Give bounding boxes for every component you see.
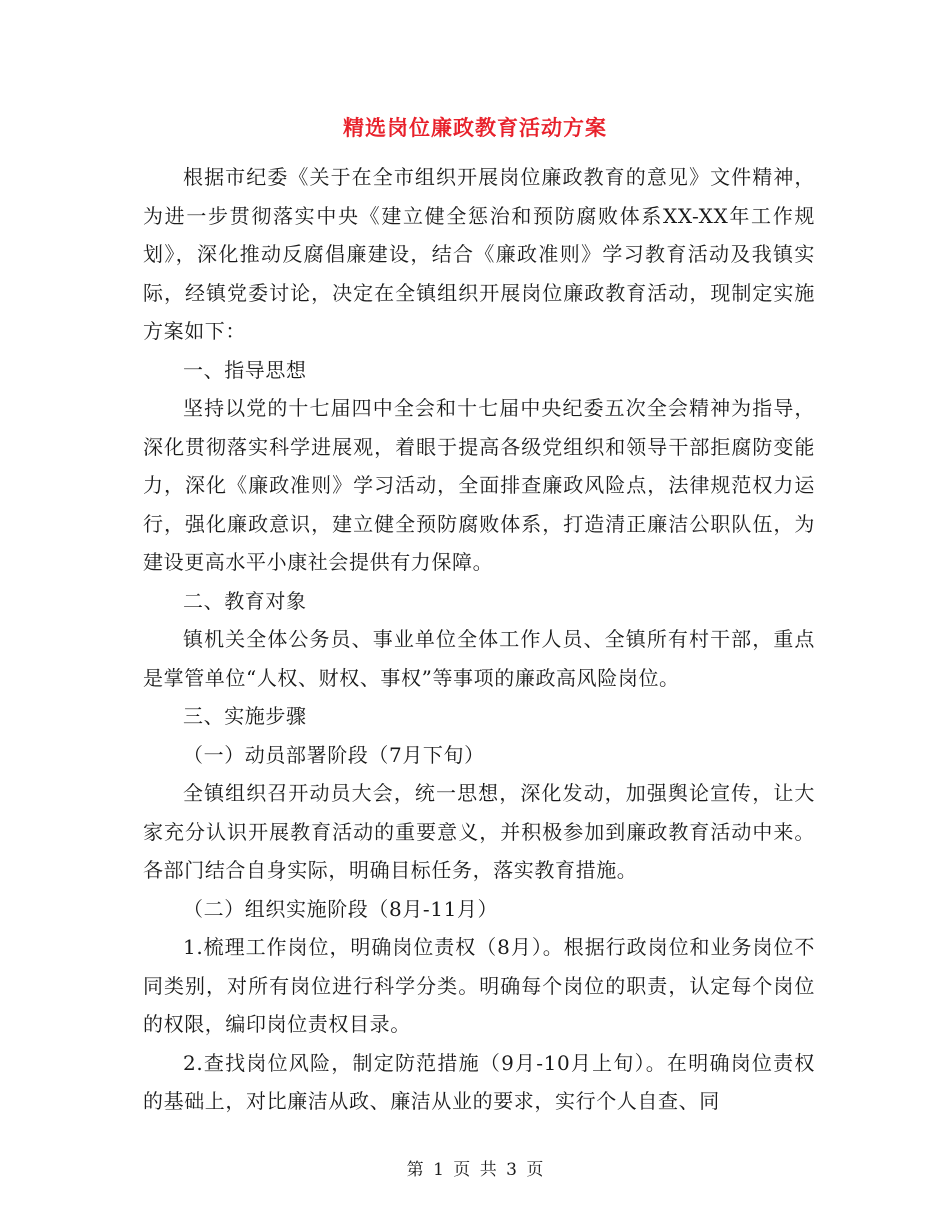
page-footer: 第 1 页 共 3 页: [406, 1160, 544, 1180]
section-heading-guiding-ideology: 一、指导思想: [183, 357, 307, 382]
document-body: [143, 158, 815, 1121]
document-title: 精选岗位廉政教育活动方案: [343, 115, 607, 140]
intro-paragraph: 根据市纪委《关于在全市组织开展岗位廉政教育的意见》文件精神，为进一步贯彻落实中央《建立健全惩治和预防腐败体系XX-XX年工作规划》，深化推动反腐倡廉建设，结合《廉政准则》学习教育活动及我镇实际，经镇党委讨论，决定在全镇组织开展岗位廉政教育活动，现制定实施方案如下：: [143, 165, 815, 343]
subheading-implementation-stage: （二）组织实施阶段（8月-11月）: [183, 896, 499, 921]
step-1-paragraph: 1.梳理工作岗位，明确岗位责权（8月）。根据行政岗位和业务岗位不同类别，对所有岗位进行科学分类。明确每个岗位的职责，认定每个岗位的权限，编印岗位责权目录。: [143, 935, 815, 1036]
mobilization-stage-paragraph: 全镇组织召开动员大会，统一思想，深化发动，加强舆论宣传，让大家充分认识开展教育活动的重要意义，并积极参加到廉政教育活动中来。各部门结合自身实际，明确目标任务，落实教育措施。: [143, 781, 815, 882]
education-targets-paragraph: 镇机关全体公务员、事业单位全体工作人员、全镇所有村干部，重点是掌管单位“人权、财权、事权”等事项的廉政高风险岗位。: [143, 627, 815, 690]
step-2-paragraph: 2.查找岗位风险，制定防范措施（9月-10月上旬）。在明确岗位责权的基础上，对比廉洁从政、廉洁从业的要求，实行个人自查、同: [143, 1050, 815, 1113]
subheading-mobilization-stage: （一）动员部署阶段（7月下旬）: [183, 742, 485, 767]
section-heading-education-targets: 二、教育对象: [183, 588, 307, 613]
section-heading-implementation-steps: 三、实施步骤: [183, 704, 307, 728]
guiding-ideology-paragraph: 坚持以党的十七届四中全会和十七届中央纪委五次全会精神为指导，深化贯彻落实科学进展观，着眼于提高各级党组织和领导干部拒腐防变能力，深化《廉政准则》学习活动，全面排查廉政风险点，法律规范权力运行，强化廉政意识，建立健全预防腐败体系，打造清正廉洁公职队伍，为建设更高水平小康社会提供有力保障。: [143, 396, 815, 574]
